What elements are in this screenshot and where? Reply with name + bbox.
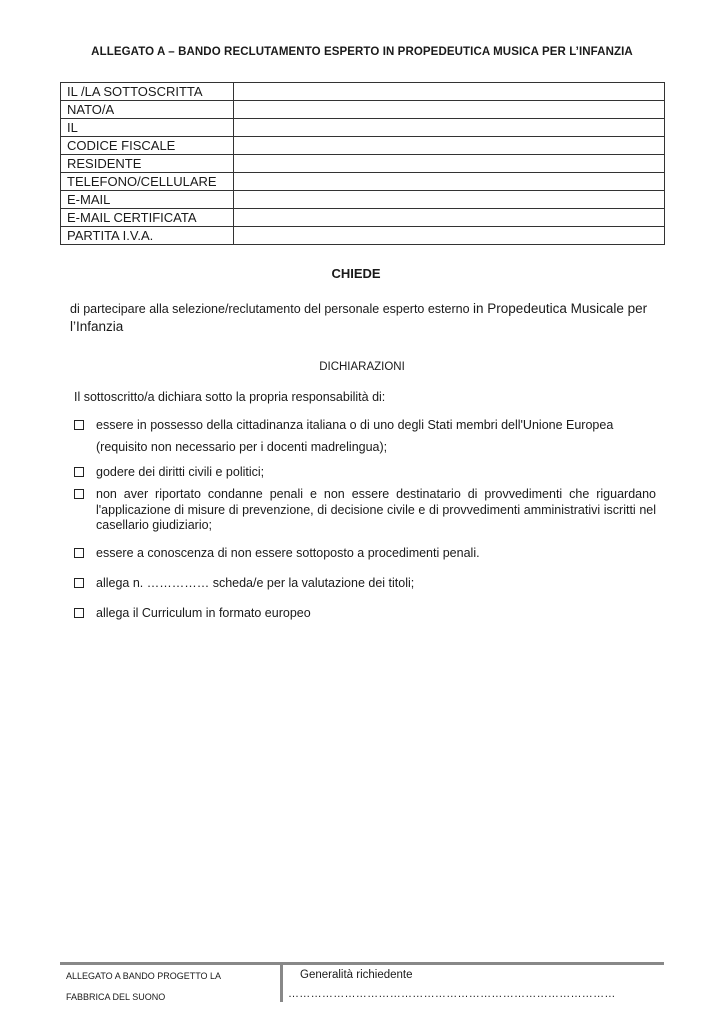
declaration-item-civil-rights <box>74 465 656 479</box>
footer-separator <box>280 964 283 1002</box>
request-text-part1: di partecipare alla selezione/reclutamento del personale esperto esterno <box>70 302 474 316</box>
declaration-text: allega il Curriculum in formato europeo <box>96 606 311 620</box>
checkbox-icon[interactable] <box>74 467 84 477</box>
chiede-heading: CHIEDE <box>331 266 381 281</box>
table-row <box>61 101 665 119</box>
row-value-field[interactable] <box>234 155 665 173</box>
row-value-field[interactable] <box>234 119 665 137</box>
request-text-part2: in Propedeutica Musicale per l’Infanzia <box>70 301 648 334</box>
row-value-field[interactable] <box>234 191 665 209</box>
checkbox-icon[interactable] <box>74 548 84 558</box>
declaration-item-proceedings <box>74 546 656 560</box>
declaration-text: (requisito non necessario per i docenti madrelingua); <box>96 440 388 454</box>
declaration-item-note <box>74 440 656 454</box>
row-label: E-MAIL <box>61 191 234 209</box>
applicant-info-table <box>60 82 665 245</box>
row-label: RESIDENTE <box>61 155 234 173</box>
row-value-field[interactable] <box>234 101 665 119</box>
footer-signature-label: Generalità richiedente <box>300 969 413 981</box>
declaration-item-curriculum <box>74 606 656 620</box>
declaration-text: godere dei diritti civili e politici; <box>96 465 265 479</box>
row-label: E-MAIL CERTIFICATA <box>61 209 234 227</box>
declaration-text: essere in possesso della cittadinanza italiana o di uno degli Stati membri dell'Unione Europea <box>96 418 614 432</box>
row-label: TELEFONO/CELLULARE <box>61 173 234 191</box>
row-label: PARTITA I.V.A. <box>61 227 234 245</box>
declaration-text: non aver riportato condanne penali e non essere destinatario di provvedimenti che riguardano l'applicazione di misure di prevenzione, di decisione civile e di provvedimenti amministrativi iscritti nel casellario giudiziario; <box>96 487 656 532</box>
dichiarazioni-heading: DICHIARAZIONI <box>319 361 405 373</box>
row-value-field[interactable] <box>234 209 665 227</box>
row-label: IL /LA SOTTOSCRITTA <box>61 83 234 101</box>
row-value-field[interactable] <box>234 173 665 191</box>
table-row <box>61 227 665 245</box>
footer-left-line1: ALLEGATO A BANDO PROGETTO LA <box>66 971 222 981</box>
declaration-item-criminal-record <box>74 487 656 534</box>
table-row <box>61 155 665 173</box>
page-title: ALLEGATO A – BANDO RECLUTAMENTO ESPERTO IN PROPEDEUTICA MUSICA PER L’INFANZIA <box>91 46 633 58</box>
request-text <box>70 300 670 336</box>
declaration-item-attachments <box>74 576 656 590</box>
table-row <box>61 83 665 101</box>
declaration-lead: Il sottoscritto/a dichiara sotto la propria responsabilità di: <box>74 390 386 404</box>
footer-left-line2: FABBRICA DEL SUONO <box>66 992 166 1002</box>
checkbox-icon[interactable] <box>74 578 84 588</box>
row-value-field[interactable] <box>234 137 665 155</box>
declaration-text: essere a conoscenza di non essere sottoposto a procedimenti penali. <box>96 546 480 560</box>
table-row <box>61 209 665 227</box>
footer-divider <box>60 962 664 965</box>
row-label: CODICE FISCALE <box>61 137 234 155</box>
checkbox-icon[interactable] <box>74 489 84 499</box>
row-value-field[interactable] <box>234 227 665 245</box>
footer-signature-line[interactable]: …………………………………………………………………………… <box>288 988 616 1000</box>
table-row <box>61 119 665 137</box>
row-value-field[interactable] <box>234 83 665 101</box>
declaration-item-citizenship <box>74 418 656 432</box>
declaration-text: allega n. …………… scheda/e per la valutazione dei titoli; <box>96 576 415 590</box>
table-row <box>61 137 665 155</box>
row-label: NATO/A <box>61 101 234 119</box>
row-label: IL <box>61 119 234 137</box>
table-row <box>61 191 665 209</box>
table-row <box>61 173 665 191</box>
checkbox-icon[interactable] <box>74 420 84 430</box>
checkbox-icon[interactable] <box>74 608 84 618</box>
